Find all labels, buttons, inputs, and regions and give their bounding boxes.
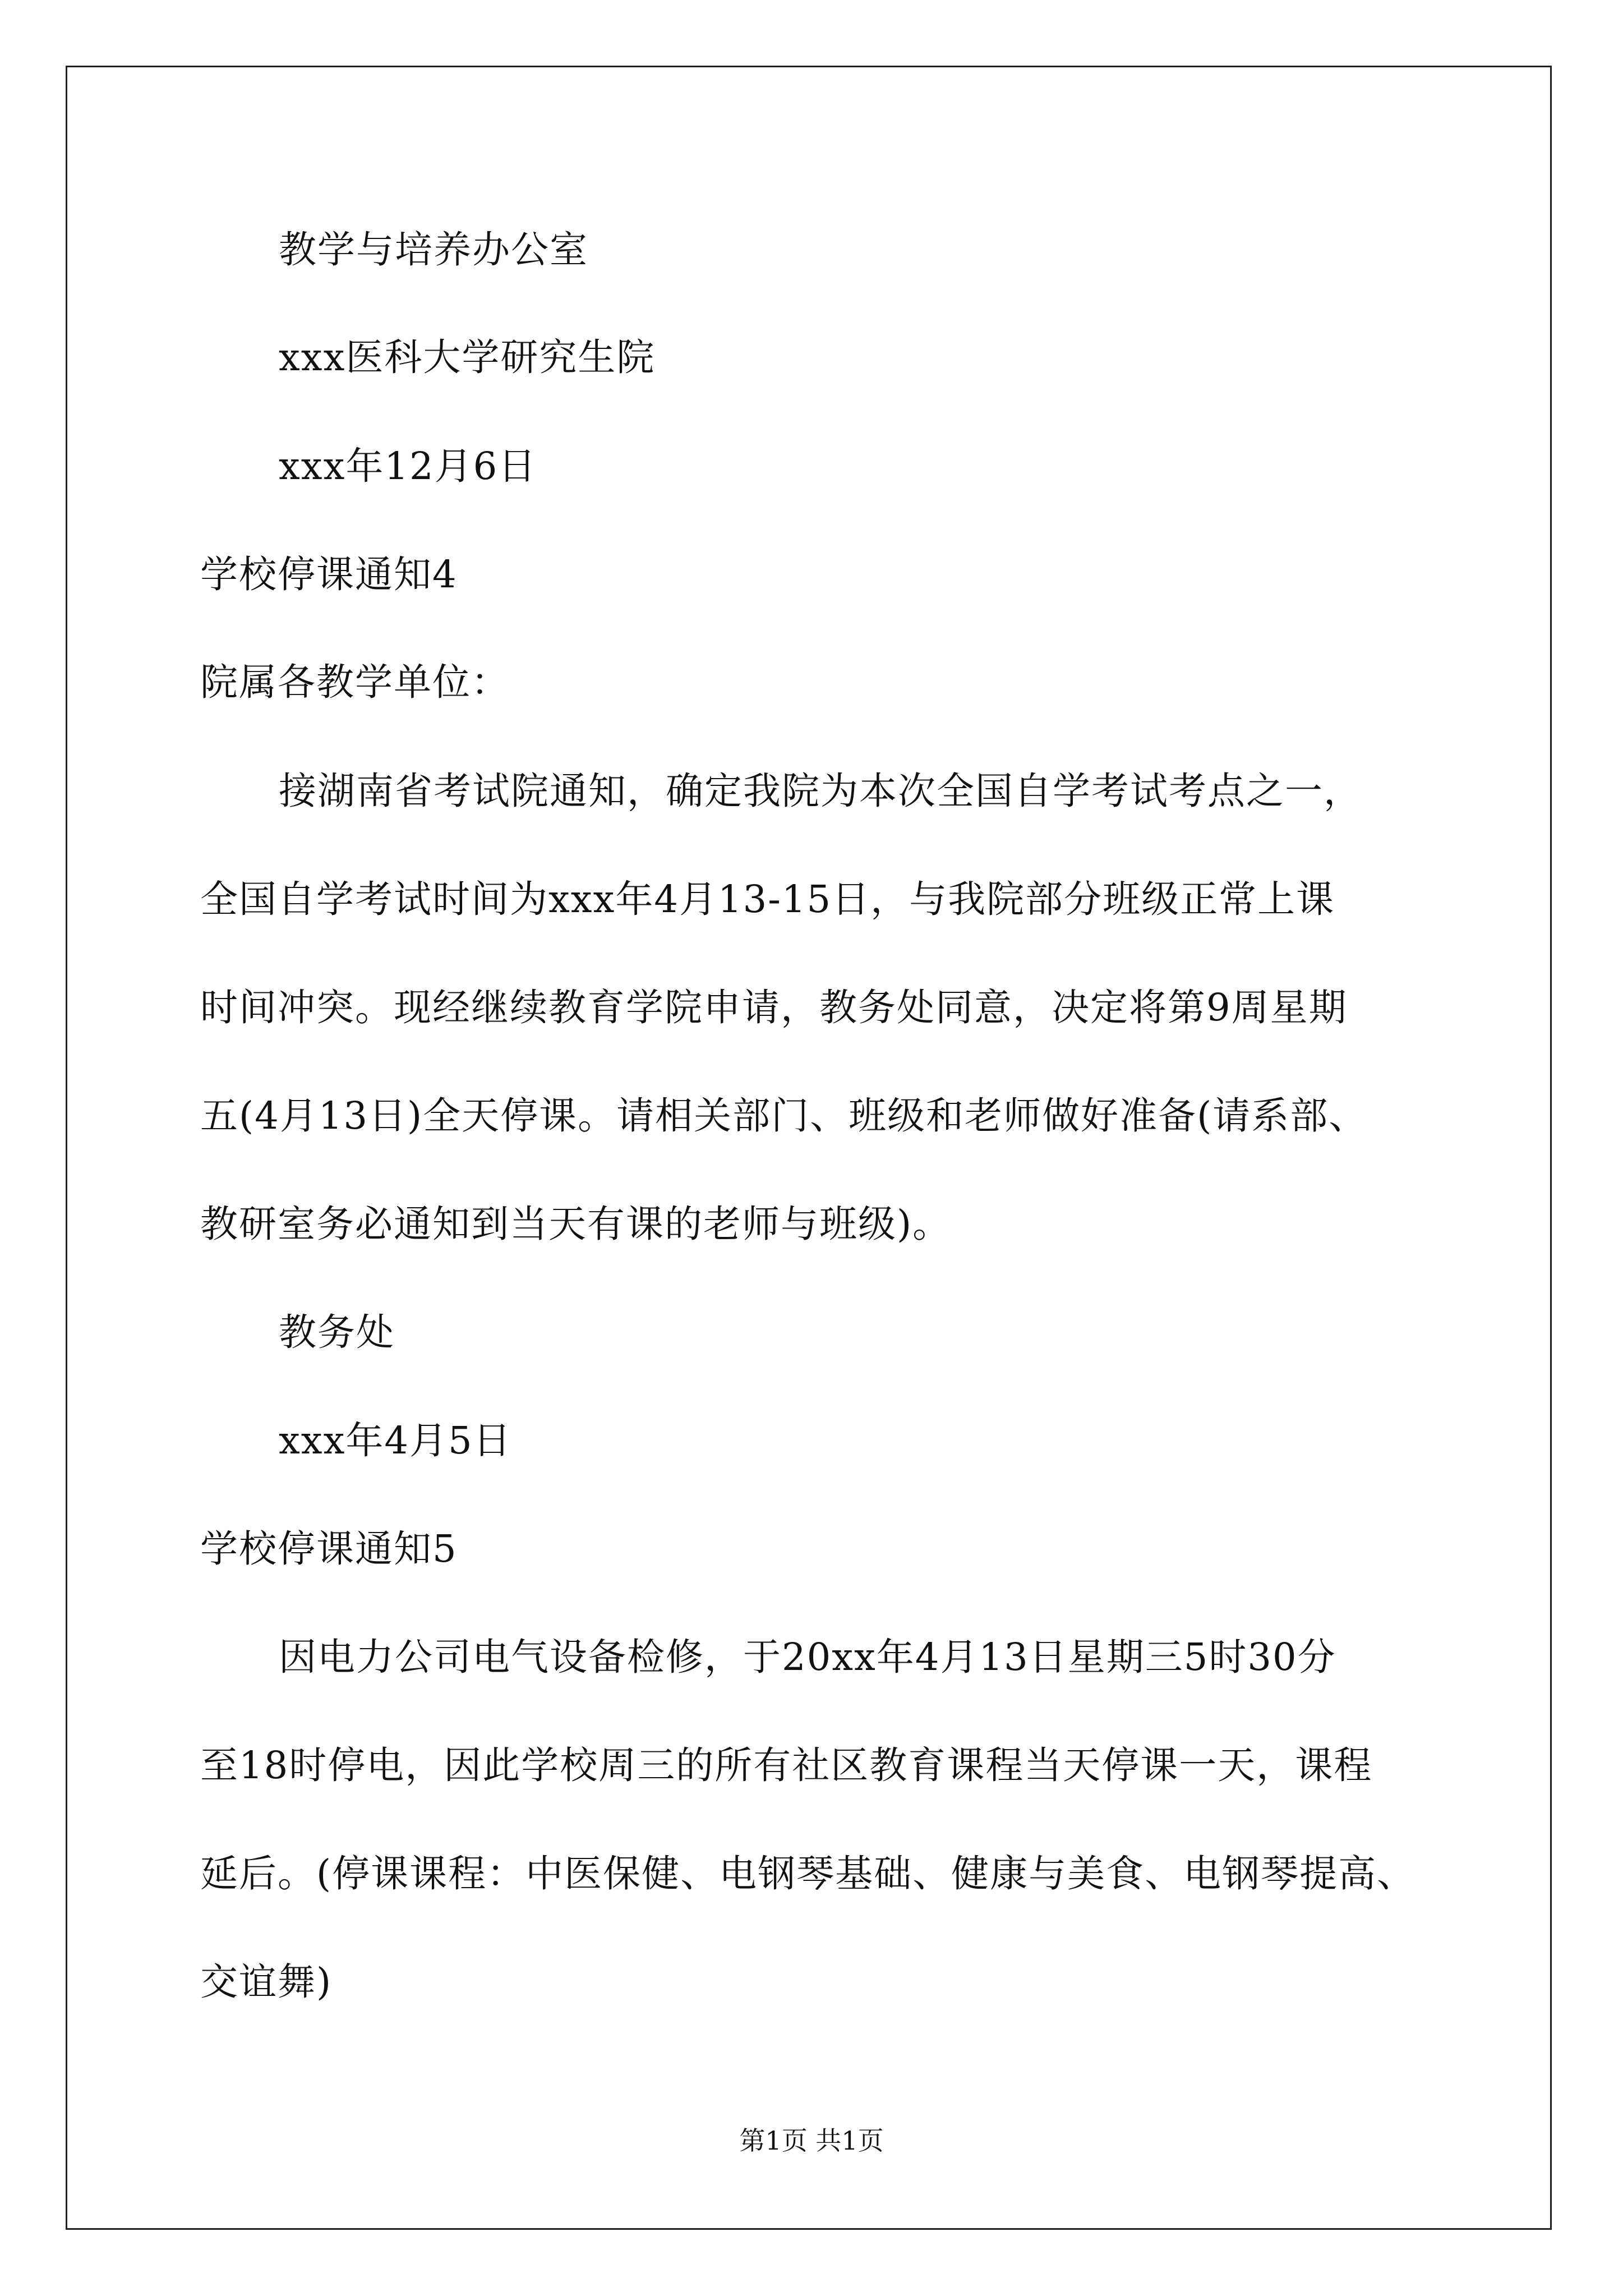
page-footer: 第1页 共1页: [739, 2125, 884, 2156]
body-line: 教研室务必通知到当天有课的老师与班级)。: [200, 1202, 952, 1246]
signature: 教务处: [279, 1310, 395, 1354]
body-line: 接湖南省考试院通知，确定我院为本次全国自学考试考点之一，: [279, 769, 1362, 813]
institution-name: xxx医科大学研究生院: [279, 335, 656, 379]
page-border: [66, 66, 1552, 2230]
body-line: 五(4月13日)全天停课。请相关部门、班级和老师做好准备(请系部、: [200, 1094, 1368, 1138]
body-line: 交谊舞): [200, 1960, 333, 2004]
date-line: xxx年12月6日: [279, 444, 537, 488]
office-name: 教学与培养办公室: [279, 228, 588, 272]
addressee: 院属各教学单位：: [200, 660, 510, 704]
body-line: 因电力公司电气设备检修，于20xx年4月13日星期三5时30分: [279, 1635, 1336, 1679]
body-line: 全国自学考试时间为xxx年4月13-15日，与我院部分班级正常上课: [200, 877, 1335, 921]
body-line: 至18时停电，因此学校周三的所有社区教育课程当天停课一天，课程: [200, 1743, 1373, 1787]
section-heading: 学校停课通知4: [200, 553, 458, 596]
body-line: 延后。(停课课程：中医保健、电钢琴基础、健康与美食、电钢琴提高、: [200, 1852, 1416, 1895]
date-line: xxx年4月5日: [279, 1419, 512, 1462]
section-heading: 学校停课通知5: [200, 1527, 458, 1571]
body-line: 时间冲突。现经继续教育学院申请，教务处同意，决定将第9周星期: [200, 986, 1348, 1029]
